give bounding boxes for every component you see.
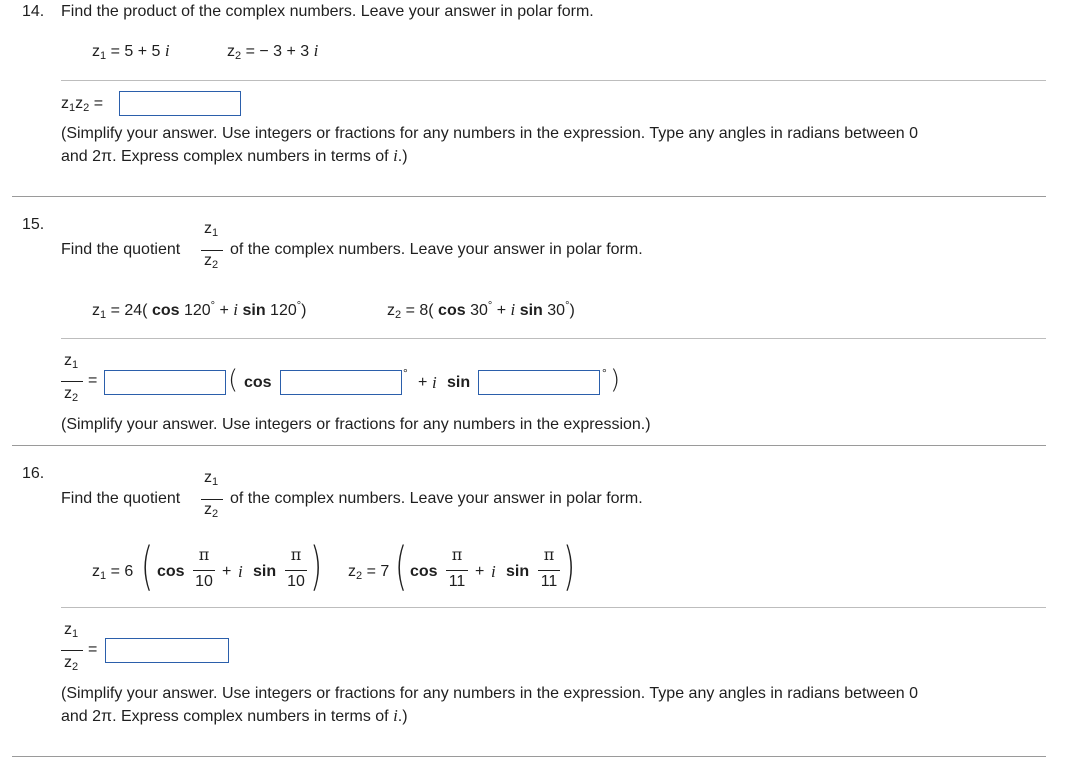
q14-z2-expression (227, 41, 318, 61)
q16-z2-coef: = 7 (366, 563, 390, 580)
q16-z1-cos: cos (157, 563, 185, 580)
q15-ans-den-sub: 2 (71, 392, 79, 404)
q16-z1-frac2-bar (285, 570, 307, 571)
q15-z2-sub: 2 (395, 309, 402, 321)
q16-z2-cos: cos (410, 563, 438, 580)
q16-z2-pi2: π (543, 545, 555, 564)
q14-instructions (61, 123, 1041, 168)
q16-z1-frac1-bar (193, 570, 215, 571)
q15-deg2: ° (602, 366, 607, 380)
q16-note-i: i (393, 706, 398, 725)
q16-ans-den: z (63, 654, 72, 671)
q15-z2-expression (387, 300, 575, 320)
q15-z1-expression (92, 300, 306, 320)
q15-z2-close: ) (569, 302, 575, 319)
q15-z2-plus: + (492, 302, 511, 319)
q16-frac-den-sub: 2 (211, 508, 219, 520)
q15-z1-angle1: 120 (179, 302, 211, 319)
q15-answer-sin: sin (447, 374, 471, 391)
q15-z2-coef: = 8( (405, 302, 439, 319)
q14-z2-i: i (313, 41, 319, 60)
q14-divider (61, 80, 1046, 81)
q14-note-end: .) (397, 148, 408, 165)
q16-separator (12, 756, 1046, 757)
q16-z1-var: z (92, 563, 100, 580)
q15-frac-den-sub: 2 (211, 259, 219, 271)
q14-z1-sub: 1 (100, 50, 107, 62)
q16-ans-den-sub: 2 (71, 661, 79, 673)
q15-z2-deg1: ° (487, 300, 493, 312)
q14-ans-eq: = (93, 95, 104, 112)
q16-ans-num: z (63, 621, 72, 638)
q15-close-paren: ) (610, 365, 621, 395)
q15-ans-den: z (63, 385, 72, 402)
q15-z1-angle2: 120 (265, 302, 297, 319)
q14-z2-value: = − 3 + 3 (245, 43, 310, 60)
q15-z2-i: i (510, 300, 516, 319)
q16-z2-pi1: π (451, 545, 463, 564)
q16-frac-num-sub: 1 (211, 476, 219, 488)
q14-z1-var: z (92, 43, 100, 60)
q16-z1-close-paren: ) (310, 537, 323, 597)
q16-z2-den2: 11 (540, 573, 558, 590)
q15-z2-angle1: 30 (465, 302, 488, 319)
q15-z1-cos: cos (151, 302, 180, 319)
q16-z2-frac1-bar (446, 570, 468, 571)
q16-z2-open-paren: ( (395, 537, 408, 597)
q16-z2-sin: sin (506, 563, 530, 580)
q14-z1-value: = 5 + 5 (110, 43, 161, 60)
q15-z1-coef: = 24( (110, 302, 152, 319)
q15-prompt-fraction-den (200, 252, 222, 270)
q16-answer-fraction-bar (61, 650, 83, 651)
q15-open-paren: ( (228, 365, 239, 395)
q16-z2-den1: 11 (448, 573, 466, 590)
q15-z2-sin: sin (515, 302, 543, 319)
q15-ans-num-sub: 1 (71, 359, 79, 371)
q16-instructions (61, 683, 1041, 728)
q14-note-line1: (Simplify your answer. Use integers or fractions for any numbers in the expression. Type any angles in radians between 0 (61, 125, 919, 142)
q15-sin-angle-input[interactable] (478, 370, 600, 395)
q16-z1-sub: 1 (100, 570, 107, 582)
q15-answer-fraction-bar (61, 381, 83, 382)
q16-z1-den1: 10 (195, 573, 213, 590)
q16-z1-coef: = 6 (110, 563, 134, 580)
q14-z2-var: z (227, 43, 235, 60)
q15-z1-sub: 1 (100, 309, 107, 321)
q15-frac-num-sub: 1 (211, 227, 219, 239)
q16-answer-eq: = (88, 641, 98, 658)
q15-separator (12, 445, 1046, 446)
q15-answer-eq: = (88, 372, 98, 389)
q14-answer-input[interactable] (119, 91, 241, 116)
q15-deg1: ° (403, 366, 408, 380)
q15-prompt-fraction (200, 220, 222, 238)
q16-z1-open-paren: ( (141, 537, 154, 597)
q15-z1-i: i (233, 300, 239, 319)
q16-note-end: .) (397, 708, 408, 725)
q16-prompt-fraction-bar (201, 499, 223, 500)
q14-separator (12, 196, 1046, 197)
q15-z2-var: z (387, 302, 395, 319)
q16-z2-var: z (348, 563, 356, 580)
q16-z1-pi1: π (198, 545, 210, 564)
q16-answer-fraction-num (60, 621, 82, 639)
q14-ans-z2: z (75, 95, 84, 112)
q15-cos-angle-input[interactable] (280, 370, 402, 395)
q16-z1-label (92, 563, 133, 581)
q16-z1-sin: sin (253, 563, 277, 580)
q16-z1-den2: 10 (287, 573, 305, 590)
q16-prompt-fraction-den (200, 501, 222, 519)
q16-ans-num-sub: 1 (71, 628, 79, 640)
q15-answer-cos: cos (244, 374, 272, 391)
q15-answer-i: i (432, 373, 437, 392)
q15-z1-plus: + (215, 302, 234, 319)
q15-frac-den: z (203, 252, 212, 269)
q16-z2-close-paren: ) (563, 537, 576, 597)
q16-z2-label (348, 563, 389, 581)
q14-ans-z1: z (61, 95, 69, 112)
q15-z2-cos: cos (438, 302, 466, 319)
q16-divider (61, 607, 1046, 608)
question-number-16: 16. (22, 465, 45, 482)
q16-prompt-a: Find the quotient (61, 490, 181, 507)
q15-z1-var: z (92, 302, 100, 319)
q16-z2-sub: 2 (356, 570, 363, 582)
q16-note-line2: and 2π. Express complex numbers in terms of (61, 708, 394, 725)
q16-note-line1: (Simplify your answer. Use integers or fractions for any numbers in the expression. Type any angles in radians between 0 (61, 685, 919, 702)
q16-z2-plus: + (475, 563, 485, 580)
q16-z1-plus: + (222, 563, 232, 580)
q15-z1-close: ) (301, 302, 307, 319)
question-number-15: 15. (22, 216, 45, 233)
q15-answer-fraction-num (60, 352, 82, 370)
q16-prompt-fraction-num (200, 469, 222, 487)
q16-frac-den: z (203, 501, 212, 518)
q16-z2-i: i (491, 562, 496, 581)
q15-z1-deg2: ° (296, 300, 302, 312)
q14-note-line2: and 2π. Express complex numbers in terms of (61, 148, 394, 165)
q16-frac-num: z (203, 469, 212, 486)
q15-instructions: (Simplify your answer. Use integers or fractions for any numbers in the expression.) (61, 416, 651, 433)
q15-prompt-a: Find the quotient (61, 241, 181, 258)
q14-prompt: Find the product of the complex numbers. Leave your answer in polar form. (61, 3, 594, 20)
q15-prompt-b: of the complex numbers. Leave your answer in polar form. (230, 241, 643, 258)
q15-prompt-fraction-bar (201, 250, 223, 251)
q15-frac-num: z (203, 220, 212, 237)
q15-answer-plus: + (418, 374, 428, 391)
q16-z1-i: i (238, 562, 243, 581)
q14-z2-sub: 2 (235, 50, 242, 62)
q14-z1-i: i (164, 41, 170, 60)
q14-note-i: i (393, 146, 398, 165)
q14-ans-sub2: 2 (83, 102, 90, 114)
q14-ans-sub1: 1 (69, 102, 76, 114)
q16-z1-pi2: π (290, 545, 302, 564)
q16-z2-frac2-bar (538, 570, 560, 571)
q16-answer-input[interactable] (105, 638, 229, 663)
q15-divider (61, 338, 1046, 339)
q15-answer-fraction-den (60, 385, 82, 403)
q15-modulus-input[interactable] (104, 370, 226, 395)
question-number-14: 14. (22, 3, 45, 20)
q15-z2-angle2: 30 (542, 302, 566, 319)
q15-ans-num: z (63, 352, 72, 369)
q16-answer-fraction-den (60, 654, 82, 672)
q16-prompt-b: of the complex numbers. Leave your answer in polar form. (230, 490, 643, 507)
q15-z1-sin: sin (238, 302, 266, 319)
q14-answer-label (61, 95, 103, 113)
q15-z1-deg1: ° (210, 300, 216, 312)
q15-z2-deg2: ° (565, 300, 570, 312)
q14-z1-expression (92, 41, 170, 61)
